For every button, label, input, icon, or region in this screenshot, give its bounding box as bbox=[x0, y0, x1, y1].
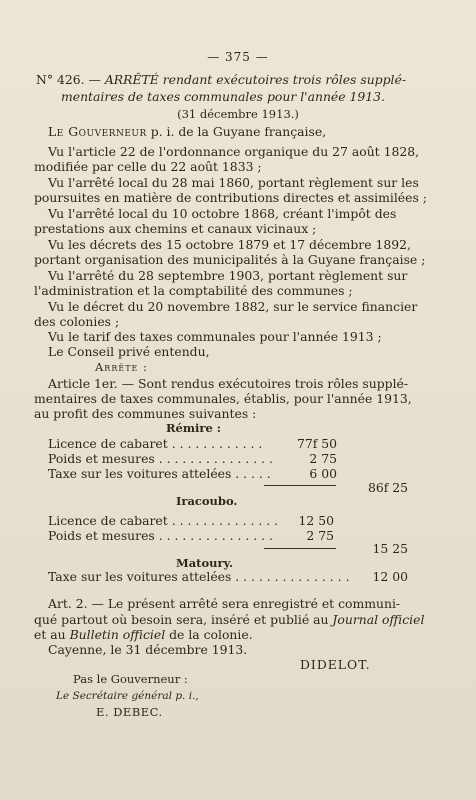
heading-dash: — bbox=[84, 72, 105, 87]
visa-line: Vu l'arrêté local du 28 mai 1860, portant règlement sur les bbox=[48, 175, 419, 190]
visa-line: Vu le décret du 20 novembre 1882, sur le service financier bbox=[48, 299, 418, 314]
secretaire-signature: E. DEBEC. bbox=[96, 705, 163, 719]
visa-line: Vu les décrets des 15 octobre 1879 et 17 décembre 1892, bbox=[48, 237, 411, 252]
tax-row-value: 12 50 bbox=[298, 513, 334, 528]
tax-row-label: Taxe sur les voitures attelées . . . . . bbox=[48, 466, 271, 481]
decree-title-part-2: mentaires de taxes communales pour l'année 1913. bbox=[61, 89, 385, 104]
secretaire-general: Le Secrétaire général p. i., bbox=[56, 690, 199, 702]
tax-row-value: 2 75 bbox=[309, 451, 337, 466]
decree-number: N° 426. bbox=[36, 72, 85, 87]
journal-officiel-ref: Journal officiel bbox=[332, 612, 425, 627]
visa-line: Vu l'arrêté du 28 septembre 1903, portant règlement sur bbox=[48, 268, 408, 283]
visa-line: prestations aux chemins et canaux vicinaux ; bbox=[34, 221, 317, 236]
decree-title-part-1: ARRÊTÉ rendant exécutoires trois rôles supplé- bbox=[104, 72, 407, 87]
tax-row-label: Poids et mesures . . . . . . . . . . . . . . . bbox=[48, 528, 273, 543]
subtotal-rule bbox=[264, 548, 336, 549]
article-1-line: Article 1er. — Sont rendus exécutoires trois rôles supplé- bbox=[48, 376, 409, 391]
par-le-gouverneur: Pas le Gouverneur : bbox=[73, 672, 188, 686]
subtotal-rule bbox=[264, 485, 336, 486]
commune-total: 86f 25 bbox=[367, 480, 408, 495]
tax-row-label: Licence de cabaret . . . . . . . . . . . . . . bbox=[48, 513, 279, 528]
commune-total: 15 25 bbox=[372, 541, 408, 556]
commune-name: Iracoubo. bbox=[176, 494, 238, 508]
visa-line: modifiée par celle du 22 août 1833 ; bbox=[34, 159, 262, 174]
visa-line: Vu l'article 22 de l'ordonnance organique du 27 août 1828, bbox=[48, 144, 420, 159]
decree-date: (31 décembre 1913.) bbox=[177, 107, 299, 121]
tax-row-label: Poids et mesures . . . . . . . . . . . . . . . bbox=[48, 451, 273, 466]
visa-line: l'administration et la comptabilité des communes ; bbox=[34, 283, 353, 298]
visa-line: Vu le tarif des taxes communales pour l'année 1913 ; bbox=[48, 329, 382, 344]
article-2-line: qué partout où besoin sera, inséré et publié au Journal officiel bbox=[34, 612, 425, 627]
tax-row-value: 12 00 bbox=[372, 569, 408, 584]
gouverneur-line bbox=[48, 124, 326, 139]
visa-line: Vu l'arrêté local du 10 octobre 1868, créant l'impôt des bbox=[48, 206, 397, 221]
commune-name: Rémire : bbox=[166, 421, 222, 435]
tax-row-label: Licence de cabaret . . . . . . . . . . . . bbox=[48, 436, 263, 451]
tax-row-value: 2 75 bbox=[306, 528, 334, 543]
article-2-line: et au Bulletin officiel de la colonie. bbox=[34, 627, 253, 642]
bulletin-officiel-ref: Bulletin officiel bbox=[69, 627, 166, 642]
place-date: Cayenne, le 31 décembre 1913. bbox=[48, 642, 248, 657]
commune-name: Matoury. bbox=[176, 556, 233, 570]
visa-line: des colonies ; bbox=[34, 314, 120, 329]
decree-heading-line-1 bbox=[36, 72, 406, 87]
gouverneur-text: p. i. de la Guyane française, bbox=[146, 124, 327, 139]
tax-row-value: 77f 50 bbox=[296, 436, 337, 451]
visa-line: Le Conseil privé entendu, bbox=[48, 344, 210, 359]
article-1-line: au profit des communes suivantes : bbox=[34, 406, 257, 421]
page-number: — 375 — bbox=[207, 50, 269, 64]
article-1-line: mentaires de taxes communales, établis, pour l'année 1913, bbox=[34, 391, 412, 406]
arrete-label: Arrête : bbox=[95, 360, 148, 374]
gouverneur-label: Le Gouverneur bbox=[48, 124, 147, 139]
tax-row-value: 6 00 bbox=[309, 466, 337, 481]
article-2-line: Art. 2. — Le présent arrêté sera enregistré et communi- bbox=[48, 596, 401, 611]
visa-line: portant organisation des municipalités à la Guyane française ; bbox=[34, 252, 426, 267]
governor-signature: DIDELOT. bbox=[300, 657, 371, 672]
visa-line: poursuites en matière de contributions directes et assimilées ; bbox=[34, 190, 427, 205]
tax-row-label: Taxe sur les voitures attelées . . . . . . . . . . . . . . . bbox=[48, 569, 350, 584]
